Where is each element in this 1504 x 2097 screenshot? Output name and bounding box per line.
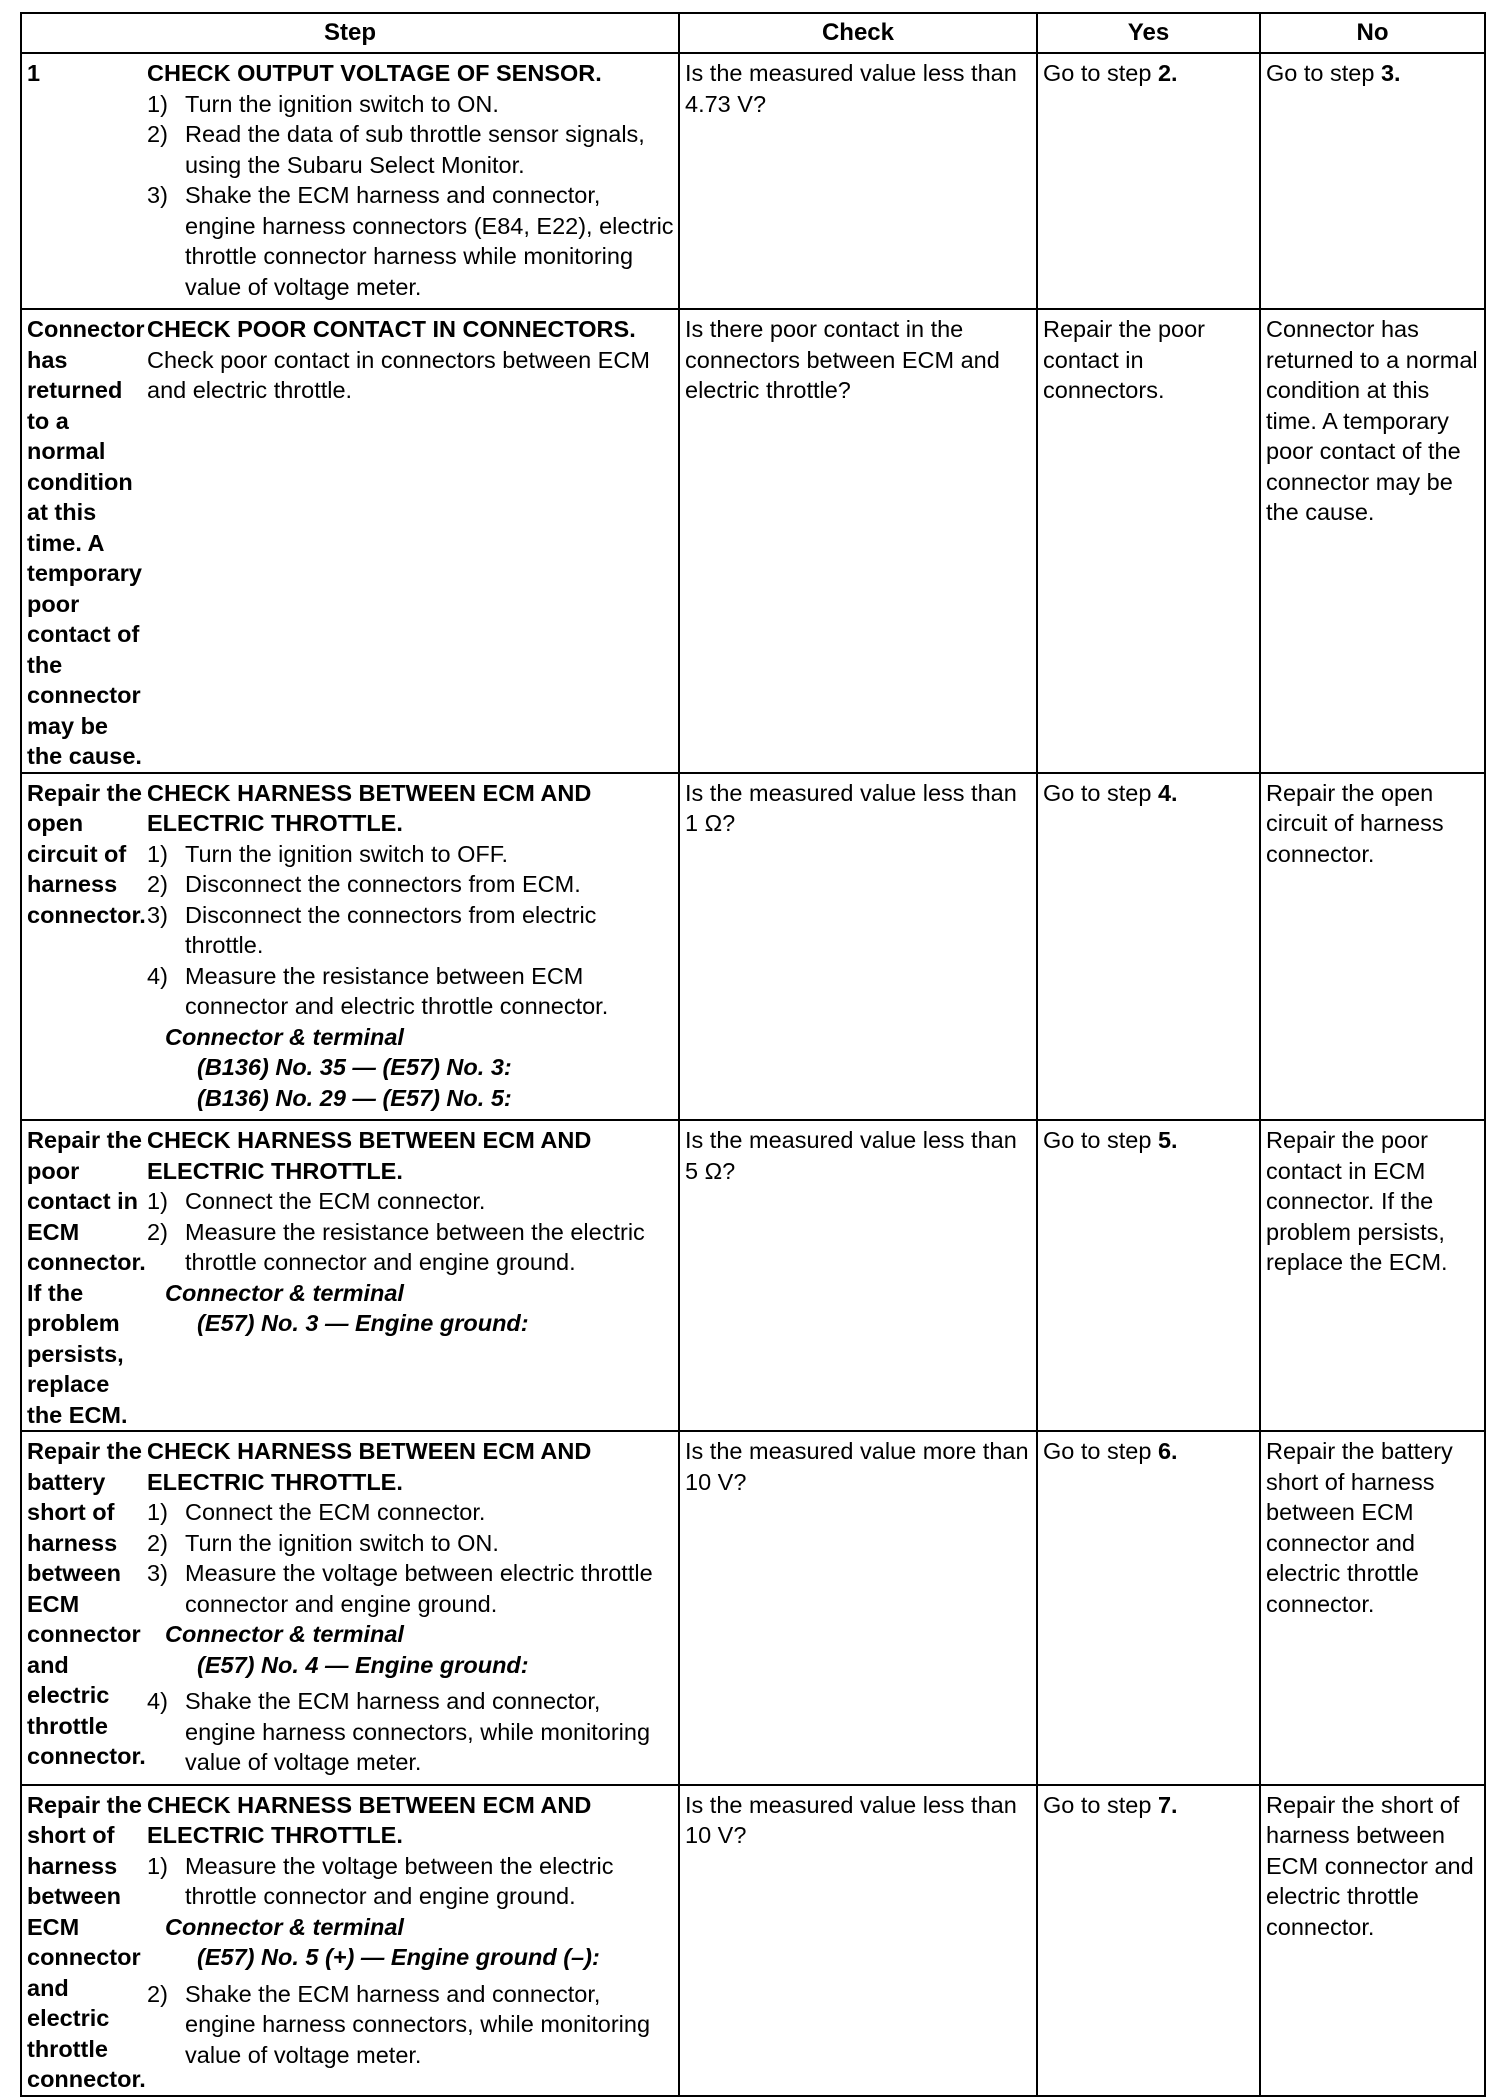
no-cell: Repair the battery short of harness between ECM connector and electric throttle connector. [1260,1431,1485,1785]
list-item [147,1686,674,1778]
yes-cell [1037,1120,1260,1431]
step-title: CHECK HARNESS BETWEEN ECM AND ELECTRIC THROTTLE. [147,1127,592,1184]
item-number: 2) [147,1529,168,1556]
item-number: 4) [147,1688,168,1714]
list-item [147,1497,674,1528]
header-check: Check [679,13,1037,53]
step-instructions [147,1851,674,1912]
yes-step-ref: 7. [1157,1791,1178,1818]
header-step: Step [21,13,679,53]
item-text: Turn the ignition switch to OFF. [185,840,509,867]
connector-terminal-item: (B136) No. 35 — (E57) No. 3: [197,1054,512,1080]
yes-prefix: Go to step [1043,60,1158,86]
step-number: 1 [27,60,41,86]
item-text: Connect the ECM connector. [185,1499,486,1525]
step-title: CHECK HARNESS BETWEEN ECM AND ELECTRIC THROTTLE. [147,779,592,836]
step-title: CHECK POOR CONTACT IN CONNECTORS. [147,316,636,342]
item-number: 1) [147,840,168,867]
list-item [147,119,674,180]
table-row [21,1120,1485,1431]
step-instructions [147,1186,674,1278]
yes-step-ref: 5. [1157,1127,1178,1153]
connector-terminal-heading: Connector & terminal [165,1913,404,1940]
yes-step-ref: 4. [1157,779,1178,806]
list-item [147,180,674,302]
list-item [147,1186,674,1217]
no-cell: Repair the open circuit of harness connector. [1260,773,1485,1121]
list-item [147,1528,674,1559]
yes-prefix: Go to step [1043,779,1158,806]
item-text: Shake the ECM harness and connector, engine harness connectors, while monitoring value of voltage meter. [185,1980,651,2068]
item-number: 3) [147,182,168,208]
yes-step-ref: 2. [1157,60,1178,86]
item-text: Measure the voltage between electric throttle connector and engine ground. [185,1560,653,1617]
item-number: 2) [147,1980,168,2007]
yes-prefix: Go to step [1043,1791,1158,1818]
item-text: Shake the ECM harness and connector, engine harness connectors, while monitoring value of voltage meter. [185,1688,651,1775]
list-item [147,1851,674,1912]
diagnostic-page [20,12,1484,2097]
yes-cell: Repair the poor contact in connectors. [1037,309,1260,773]
table-row [21,1431,1485,1785]
yes-prefix: Go to step [1043,1127,1158,1153]
check-cell: Is the measured value less than 1 Ω? [679,773,1037,1121]
step-instructions [147,89,674,303]
item-text: Measure the resistance between the electric throttle connector and engine ground. [185,1218,645,1275]
item-text: Read the data of sub throttle sensor signals, using the Subaru Select Monitor. [185,121,645,178]
yes-cell [1037,773,1260,1121]
item-number: 2) [147,871,168,897]
list-item [147,839,674,870]
check-cell: Is the measured value less than 5 Ω? [679,1120,1037,1431]
item-text: Measure the resistance between ECM connector and electric throttle connector. [185,962,609,1019]
step-number: Connector has returned to a normal condition at this time. A temporary poor contact of the connector may be the cause. [27,316,145,769]
connector-terminal-heading: Connector & terminal [165,1279,404,1306]
yes-cell [1037,1785,1260,2096]
list-item [147,869,674,900]
list-item [147,89,674,120]
step-cell [21,1120,679,1431]
step-number: Repair the poor contact in ECM connector. If the problem persists, replace the ECM. [27,1127,146,1428]
step-cell [21,1785,679,2096]
connector-terminal-heading: Connector & terminal [165,1023,404,1050]
step-number: Repair the battery short of harness between ECM connector and electric throttle connector. [27,1438,146,1769]
item-number: 3) [147,1560,168,1586]
yes-cell [1037,1431,1260,1785]
step-title: CHECK HARNESS BETWEEN ECM AND ELECTRIC THROTTLE. [147,1438,592,1495]
table-header-row [21,13,1485,53]
item-number: 3) [147,901,168,928]
check-cell: Is the measured value less than 4.73 V? [679,53,1037,309]
check-cell: Is the measured value less than 10 V? [679,1785,1037,2096]
list-item [147,1558,674,1619]
table-row [21,53,1485,309]
connector-terminal-item: (E57) No. 5 (+) — Engine ground (–): [197,1944,600,1970]
no-cell [1260,53,1485,309]
item-text: Disconnect the connectors from electric throttle. [185,901,597,958]
step-instructions-continued [147,1686,674,1778]
step-title: CHECK HARNESS BETWEEN ECM AND ELECTRIC THROTTLE. [147,1791,592,1848]
item-text: Disconnect the connectors from ECM. [185,871,581,897]
no-step-ref: 3. [1380,60,1401,86]
no-cell: Connector has returned to a normal condition at this time. A temporary poor contact of the connector may be the cause. [1260,309,1485,773]
no-prefix: Go to step [1266,60,1381,86]
step-cell [21,1431,679,1785]
item-text: Turn the ignition switch to ON. [185,90,499,117]
item-text: Shake the ECM harness and connector, engine harness connectors (E84, E22), electric throttle connector harness while monitoring value of voltage meter. [185,182,674,300]
list-item [147,1217,674,1278]
connector-terminal-item: (E57) No. 4 — Engine ground: [197,1651,529,1678]
item-text: Turn the ignition switch to ON. [185,1529,499,1556]
no-cell: Repair the poor contact in ECM connector. If the problem persists, replace the ECM. [1260,1120,1485,1431]
list-item [147,1979,674,2071]
table-row [21,773,1485,1121]
header-yes: Yes [1037,13,1260,53]
yes-prefix: Go to step [1043,1438,1158,1464]
step-cell [21,773,679,1121]
table-row [21,1785,1485,2096]
yes-step-ref: 6. [1157,1438,1178,1464]
table-row [21,309,1485,773]
item-text: Measure the voltage between the electric throttle connector and engine ground. [185,1852,614,1909]
step-title: CHECK OUTPUT VOLTAGE OF SENSOR. [147,60,602,86]
step-instructions [147,839,674,1022]
connector-terminal-item: (E57) No. 3 — Engine ground: [197,1310,529,1336]
item-number: 1) [147,1852,168,1879]
item-number: 1) [147,90,168,117]
item-text: Connect the ECM connector. [185,1188,486,1214]
connector-terminal-heading: Connector & terminal [165,1621,404,1647]
list-item [147,961,674,1022]
item-number: 1) [147,1499,168,1525]
item-number: 2) [147,1218,168,1245]
check-cell: Is the measured value more than 10 V? [679,1431,1037,1785]
step-number: Repair the open circuit of harness connector. [27,779,146,928]
diagnostic-table [20,12,1486,2097]
item-number: 2) [147,121,168,147]
step-instructions [147,1497,674,1619]
no-cell: Repair the short of harness between ECM connector and electric throttle connector. [1260,1785,1485,2096]
header-no: No [1260,13,1485,53]
step-cell [21,53,679,309]
list-item [147,900,674,961]
step-description: Check poor contact in connectors between ECM and electric throttle. [147,346,650,403]
step-cell [21,309,679,773]
yes-cell [1037,53,1260,309]
check-cell: Is there poor contact in the connectors between ECM and electric throttle? [679,309,1037,773]
item-number: 1) [147,1188,168,1214]
step-number: Repair the short of harness between ECM connector and electric throttle connector. [27,1791,146,2092]
step-instructions-continued [147,1979,674,2071]
item-number: 4) [147,962,168,989]
connector-terminal-item: (B136) No. 29 — (E57) No. 5: [197,1084,512,1111]
